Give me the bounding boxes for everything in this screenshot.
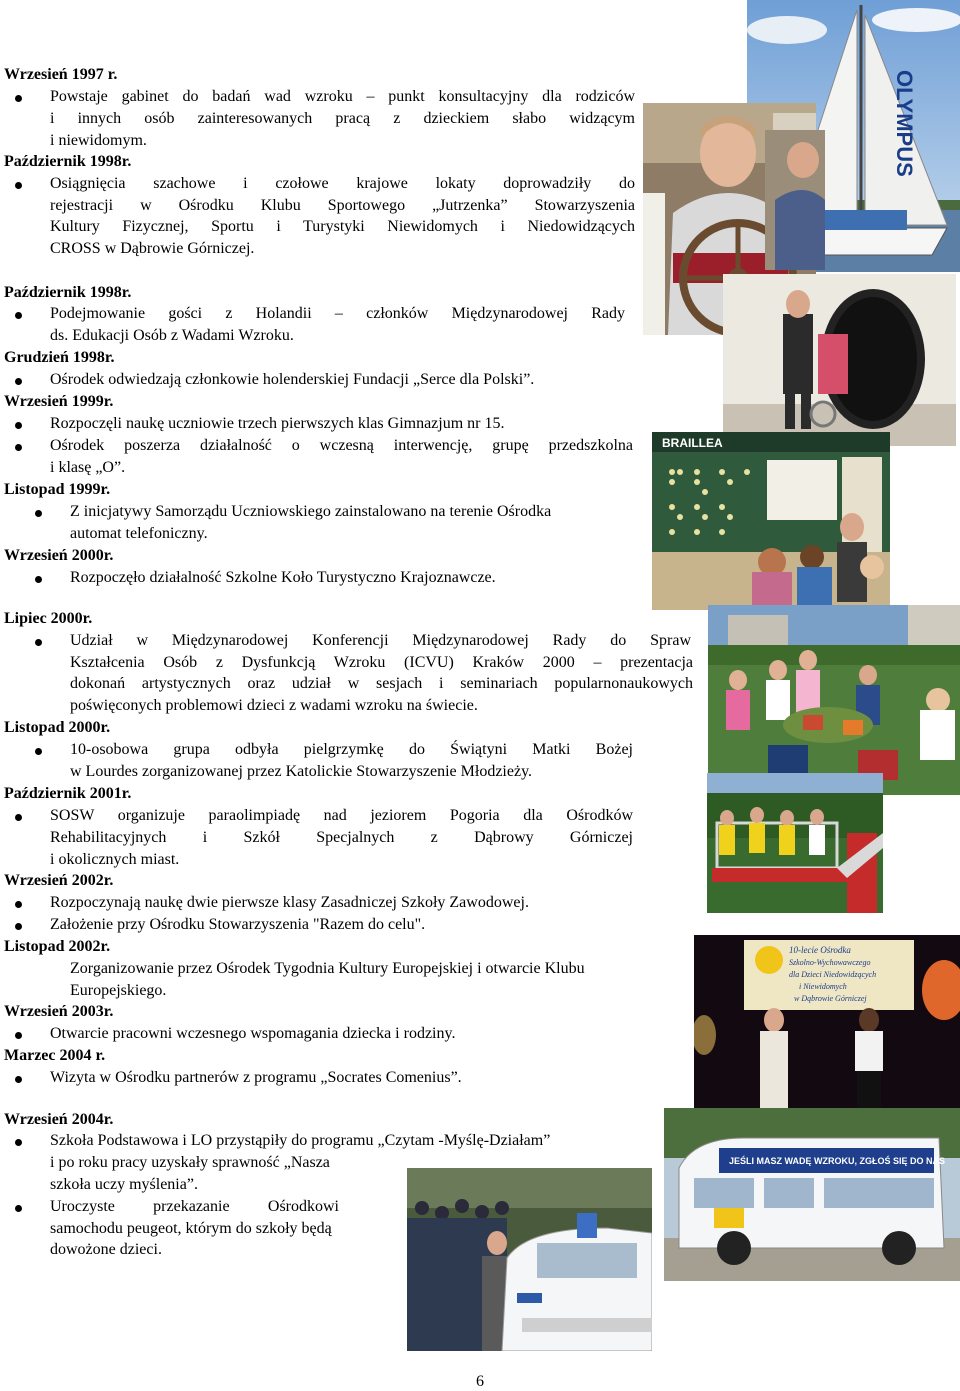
entry-text: Uroczyste przekazanie Ośrodkowi (50, 1198, 339, 1215)
banner-line-3: dla Dzieci Niedowidzących (789, 970, 877, 979)
entry-text: Kształcenia Osób z Dysfunkcją Wzroku (ICVU) Kraków 2000 – prezentacja (70, 654, 693, 671)
bullet-icon (35, 639, 42, 646)
entry-text: szkoła uczy myślenia”. (50, 1176, 198, 1193)
bullet-icon (35, 510, 42, 517)
bullet-icon (15, 95, 22, 102)
bullet-icon (15, 1076, 22, 1083)
entry-text: i niewidomym. (50, 132, 147, 149)
entry-text: rejestracji w Ośrodku Klubu Sportowego „Jutrzenka” Stowarzyszenia (50, 197, 635, 214)
entry-text: Europejskiego. (70, 982, 167, 999)
entry-text: i okolicznych miast. (50, 851, 180, 868)
entry-text: Rozpoczęło działalność Szkolne Koło Turystyczno Krajoznawcze. (70, 569, 496, 586)
date-heading: Listopad 2002r. (4, 938, 111, 955)
entry-text: Osiągnięcia szachowe i czołowe krajowe lokaty doprowadziły do (50, 175, 635, 192)
bullet-icon (35, 748, 42, 755)
bullet-icon (15, 444, 22, 451)
date-heading: Październik 1998r. (4, 284, 132, 301)
entry-text: i po roku pracy uzyskały sprawność „Nasza (50, 1154, 330, 1171)
date-heading: Lipiec 2000r. (4, 610, 93, 627)
bullet-icon (15, 901, 22, 908)
entry-text: Rozpoczynają naukę dwie pierwsze klasy Zasadniczej Szkoły Zawodowej. (50, 894, 529, 911)
date-heading: Listopad 1999r. (4, 481, 111, 498)
photo-man-in-boat (765, 130, 825, 270)
bullet-icon (35, 576, 42, 583)
entry-text: Założenie przy Ośrodku Stowarzyszenia "Razem do celu". (50, 916, 426, 933)
photo-anniversary-stage (694, 935, 960, 1108)
photo-crane-basket (707, 773, 883, 913)
entry-text: Zorganizowanie przez Ośrodek Tygodnia Kultury Europejskiej i otwarcie Klubu (70, 960, 585, 977)
page-number: 6 (476, 1373, 484, 1390)
photo-minibus (664, 1108, 960, 1281)
date-heading: Listopad 2000r. (4, 719, 111, 736)
photo-van-ceremony (407, 1168, 652, 1351)
photo-outdoor-group (708, 605, 960, 795)
sail-lettering: OLYMPUS (892, 70, 917, 177)
photo-braille-classroom (652, 432, 890, 610)
entry-text: automat telefoniczny. (70, 525, 208, 542)
entry-text: i klasę „O”. (50, 459, 126, 476)
bullet-icon (15, 422, 22, 429)
entry-text: Rehabilitacyjnych i Szkół Specjalnych z Dąbrowy Górniczej (50, 829, 633, 846)
date-heading: Wrzesień 2002r. (4, 872, 114, 889)
date-heading: Grudzień 1998r. (4, 349, 115, 366)
entry-text: Udział w Międzynarodowej Konferencji Międzynarodowej Rady do Spraw (70, 632, 691, 649)
braille-board-title: BRAILLEA (662, 436, 723, 450)
date-heading: Wrzesień 1999r. (4, 393, 114, 410)
bullet-icon (15, 1032, 22, 1039)
date-heading: Październik 2001r. (4, 785, 132, 802)
photo-gym-trampoline (723, 274, 956, 446)
entry-text: Otwarcie pracowni wczesnego wspomagania dziecka i rodziny. (50, 1025, 456, 1042)
entry-text: Kultury Fizycznej, Sportu i Turystyki Niewidomych i Niedowidzących (50, 218, 635, 235)
bullet-icon (15, 312, 22, 319)
entry-text: Ośrodek poszerza działalność o wczesną interwencję, grupę przedszkolna (50, 437, 633, 454)
date-heading: Wrzesień 1997 r. (4, 66, 118, 83)
date-heading: Wrzesień 2000r. (4, 547, 114, 564)
entry-text: Ośrodek odwiedzają członkowie holenderskiej Fundacji „Serce dla Polski”. (50, 371, 535, 388)
bus-lettering: JEŚLI MASZ WADĘ WZROKU, ZGŁOŚ SIĘ DO NAS (729, 1156, 946, 1166)
entry-text: samochodu peugeot, którym do szkoły będą (50, 1220, 332, 1237)
entry-text: Powstaje gabinet do badań wad wzroku – punkt konsultacyjny dla rodziców (50, 88, 635, 105)
entry-text: Z inicjatywy Samorządu Uczniowskiego zainstalowano na terenie Ośrodka (70, 503, 552, 520)
entry-text: 10-osobowa grupa odbyła pielgrzymkę do Świątyni Matki Bożej (70, 741, 633, 758)
bullet-icon (15, 923, 22, 930)
bullet-icon (15, 1205, 22, 1212)
entry-text: SOSW organizuje paraolimpiadę nad jeziorem Pogoria dla Ośrodków (50, 807, 633, 824)
entry-text: Rozpoczęli naukę uczniowie trzech pierwszych klas Gimnazjum nr 15. (50, 415, 505, 432)
bullet-icon (15, 1139, 22, 1146)
bullet-icon (15, 378, 22, 385)
banner-line-1: 10-lecie Ośrodka (789, 945, 851, 955)
banner-line-5: w Dąbrowie Górniczej (794, 994, 867, 1003)
entry-text: ds. Edukacji Osób z Wadami Wzroku. (50, 327, 294, 344)
entry-text: Szkoła Podstawowa i LO przystąpiły do programu „Czytam -Myślę-Działam” (50, 1132, 551, 1149)
date-heading: Marzec 2004 r. (4, 1047, 106, 1064)
date-heading: Październik 1998r. (4, 153, 132, 170)
entry-text: poświęconych problemowi dzieci z wadami wzroku na świecie. (70, 697, 478, 714)
bullet-icon (15, 182, 22, 189)
entry-text: CROSS w Dąbrowie Górniczej. (50, 240, 255, 257)
entry-text: dowożone dzieci. (50, 1241, 162, 1258)
banner-line-4: i Niewidomych (799, 982, 847, 991)
entry-text: w Lourdes zorganizowanej przez Katolickie Stowarzyszenie Młodzieży. (70, 763, 533, 780)
bullet-icon (15, 814, 22, 821)
entry-text: Podejmowanie gości z Holandii – członków Międzynarodowej Rady (50, 305, 625, 322)
entry-text: i innych osób zainteresowanych pracą z dzieckiem słabo widzącym (50, 110, 635, 127)
entry-text: Wizyta w Ośrodku partnerów z programu „Socrates Comenius”. (50, 1069, 462, 1086)
date-heading: Wrzesień 2004r. (4, 1111, 114, 1128)
date-heading: Wrzesień 2003r. (4, 1003, 114, 1020)
entry-text: dokonań artystycznych oraz udział w sesjach i seminariach popularnonaukowych (70, 675, 693, 692)
banner-line-2: Szkolno-Wychowawczego (789, 958, 871, 967)
